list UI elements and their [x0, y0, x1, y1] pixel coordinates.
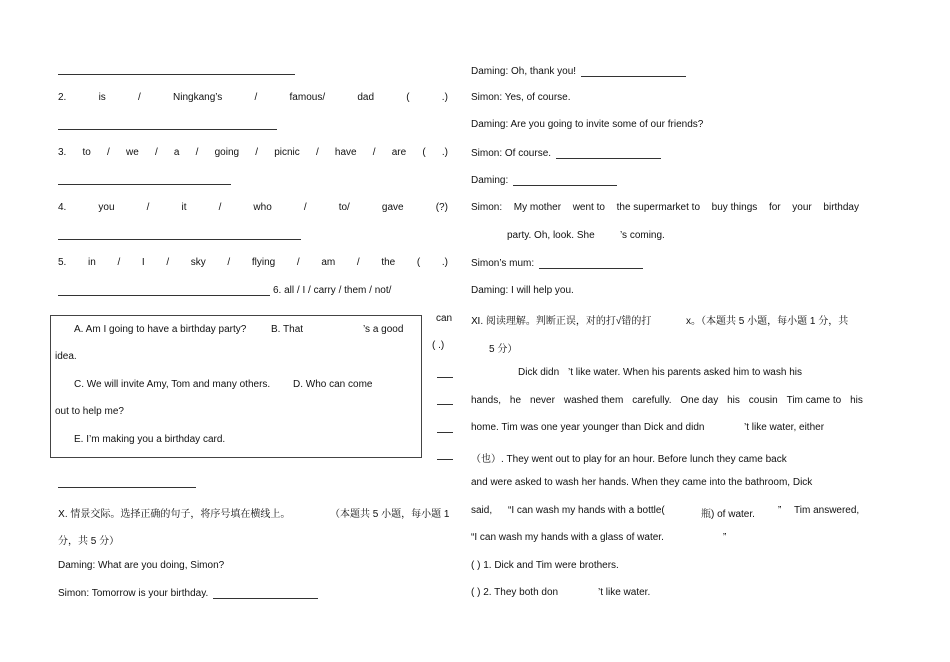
- dialogue-blank[interactable]: [213, 587, 318, 599]
- p2-word: Tim came to: [786, 395, 842, 406]
- blank-1[interactable]: [437, 377, 453, 378]
- r6-word: the supermarket to: [616, 202, 700, 213]
- q5-word: the: [381, 257, 396, 268]
- dialogue-line-1: Daming: What are you doing, Simon?: [58, 560, 225, 571]
- q6-paren: ( .): [432, 340, 445, 351]
- q5-word: /: [227, 257, 231, 268]
- q3-word: are: [391, 147, 407, 158]
- r6-word: birthday: [823, 202, 859, 213]
- q6-can: can: [436, 313, 453, 324]
- answer-line-5[interactable]: [58, 295, 270, 296]
- right-line-1: [471, 65, 686, 77]
- q2-word: .): [441, 92, 448, 103]
- q4-word: /: [146, 202, 150, 213]
- right-line-8: [471, 257, 643, 269]
- q5-word: /: [356, 257, 360, 268]
- passage-line-1a: Dick didn: [518, 367, 560, 378]
- question-2: [58, 92, 448, 103]
- q4-word: /: [303, 202, 307, 213]
- option-b-end: idea.: [55, 351, 77, 362]
- q4-word: it: [181, 202, 187, 213]
- right-line-6: [471, 202, 859, 213]
- right-line-3: Daming: Are you going to invite some of our friends?: [471, 119, 704, 130]
- passage-line-4: （也）. They went out to play for an hour. Before lunch they came back: [471, 454, 787, 465]
- q2-word: famous/: [289, 92, 326, 103]
- r6-word: My mother: [513, 202, 562, 213]
- q5-word: (: [416, 257, 421, 268]
- p2-word: his: [850, 395, 863, 406]
- q2-word: is: [98, 92, 106, 103]
- question-3: [58, 147, 448, 158]
- q5-word: sky: [190, 257, 206, 268]
- right-line-2: Simon: Yes, of course.: [471, 92, 571, 103]
- p2-word: never: [529, 395, 555, 406]
- q5-word: /: [296, 257, 300, 268]
- q3-word: /: [255, 147, 259, 158]
- option-c: C. We will invite Amy, Tom and many others.: [74, 379, 271, 390]
- q3-word: /: [195, 147, 199, 158]
- q5-word: am: [321, 257, 336, 268]
- true-false-2a: ( ) 2. They both don: [471, 587, 559, 598]
- q5-word: flying: [251, 257, 276, 268]
- q2-word: Ningkang’s: [173, 92, 223, 103]
- q4-word: 4.: [58, 202, 67, 213]
- section-10-score-cont: 分，共 5 分）: [58, 536, 120, 547]
- passage-line-3a: home. Tim was one year younger than Dick and didn: [471, 422, 705, 433]
- option-b: B. That: [271, 324, 304, 335]
- answer-line-2[interactable]: [58, 129, 277, 130]
- section-11-score-cont: 5 分）: [489, 344, 518, 355]
- q2-word: 2.: [58, 92, 67, 103]
- q3-word: picnic: [274, 147, 300, 158]
- dialogue-text: Simon: Of course.: [471, 148, 552, 159]
- q3-word: have: [334, 147, 357, 158]
- dialogue-text: Daming: Oh, thank you!: [471, 66, 577, 77]
- passage-line-7a: “I can wash my hands with a glass of water.: [471, 532, 664, 543]
- q5-word: 5.: [58, 257, 67, 268]
- q3-word: (: [422, 147, 426, 158]
- option-e: E. I’m making you a birthday card.: [74, 434, 226, 445]
- dialogue-text: Simon: Tomorrow is your birthday.: [58, 588, 209, 599]
- answer-line-4[interactable]: [58, 239, 301, 240]
- q3-word: /: [154, 147, 158, 158]
- q3-word: /: [372, 147, 376, 158]
- passage-line-2: [471, 395, 863, 406]
- q3-word: we: [125, 147, 139, 158]
- q4-word: (?): [435, 202, 448, 213]
- blank-3[interactable]: [437, 432, 453, 433]
- p2-word: cousin: [748, 395, 778, 406]
- section-10-title: Ⅹ. 情景交际。选择正确的句子，将序号填在横线上。: [58, 509, 291, 520]
- dialogue-blank[interactable]: [581, 65, 686, 77]
- q3-word: /: [315, 147, 319, 158]
- answer-line-3[interactable]: [58, 184, 231, 185]
- q4-word: you: [98, 202, 115, 213]
- q3-word: going: [214, 147, 240, 158]
- dialogue-blank[interactable]: [539, 257, 643, 269]
- p2-word: carefully.: [632, 395, 672, 406]
- q4-word: gave: [381, 202, 404, 213]
- passage-line-5: and were asked to wash her hands. When they came into the bathroom, Dick: [471, 477, 813, 488]
- passage-line-6e: Tim answered,: [794, 505, 860, 516]
- q2-word: (: [406, 92, 410, 103]
- q2-word: /: [138, 92, 141, 103]
- passage-line-6c: 瓶) of water.: [701, 509, 755, 520]
- q4-word: to/: [338, 202, 350, 213]
- p2-word: hands,: [471, 395, 502, 406]
- passage-line-1b: ’t like water. When his parents asked him to wash his: [568, 367, 802, 378]
- blank-4[interactable]: [437, 459, 453, 460]
- q3-word: /: [107, 147, 110, 158]
- right-line-7: party. Oh, look. She: [507, 230, 595, 241]
- q3-word: a: [173, 147, 180, 158]
- q5-word: /: [117, 257, 121, 268]
- section-11-title: Ⅺ. 阅读理解。判断正误，对的打√错的打: [471, 316, 652, 327]
- true-false-2b: ’t like water.: [598, 587, 651, 598]
- right-line-9: Daming: I will help you.: [471, 285, 574, 296]
- dialogue-line-2: [58, 587, 318, 599]
- blank-2[interactable]: [437, 404, 453, 405]
- right-line-4: [471, 147, 661, 159]
- dialogue-blank[interactable]: [513, 174, 617, 186]
- r6-word: for: [768, 202, 781, 213]
- section-11-score: x。（本题共 5 小题，每小题 1 分，共: [686, 316, 849, 327]
- answer-line-6[interactable]: [58, 487, 196, 488]
- passage-line-7b: ”: [723, 532, 727, 543]
- dialogue-text: Daming:: [471, 175, 509, 186]
- q5-word: /: [166, 257, 170, 268]
- p2-word: his: [727, 395, 740, 406]
- right-line-7-cont: ’s coming.: [620, 230, 665, 241]
- section-10-score: （本题共 5 小题，每小题 1: [330, 509, 450, 520]
- passage-line-6a: said,: [471, 505, 493, 516]
- option-d-cont: out to help me?: [55, 406, 124, 417]
- answer-line-1[interactable]: [58, 74, 295, 75]
- q2-word: /: [254, 92, 258, 103]
- option-d: D. Who can come: [293, 379, 373, 390]
- r6-word: buy things: [711, 202, 758, 213]
- r6-word: went to: [572, 202, 605, 213]
- q3-word: .): [441, 147, 448, 158]
- q4-word: who: [253, 202, 272, 213]
- q4-word: /: [218, 202, 222, 213]
- question-6: 6. all / I / carry / them / not/: [273, 285, 392, 296]
- p2-word: washed them: [563, 395, 624, 406]
- r6-word: your: [792, 202, 812, 213]
- q3-word: to: [82, 147, 91, 158]
- passage-line-6b: “I can wash my hands with a bottle(: [508, 505, 665, 516]
- r6-word: Simon:: [471, 202, 503, 213]
- option-b-cont: ’s a good: [363, 324, 404, 335]
- p2-word: he: [509, 395, 522, 406]
- q3-word: 3.: [58, 147, 67, 158]
- q5-word: I: [141, 257, 145, 268]
- dialogue-blank[interactable]: [556, 147, 661, 159]
- option-a: A. Am I going to have a birthday party?: [74, 324, 247, 335]
- passage-line-6d: ”: [778, 505, 782, 516]
- p2-word: One day: [680, 395, 719, 406]
- true-false-1: ( ) 1. Dick and Tim were brothers.: [471, 560, 619, 571]
- question-5: [58, 257, 448, 268]
- question-4: [58, 202, 448, 213]
- passage-line-3b: ’t like water, either: [744, 422, 825, 433]
- dialogue-text: Simon’s mum:: [471, 258, 535, 269]
- q5-word: in: [88, 257, 96, 268]
- q2-word: dad: [357, 92, 375, 103]
- q5-word: .): [441, 257, 448, 268]
- right-line-5: [471, 174, 617, 186]
